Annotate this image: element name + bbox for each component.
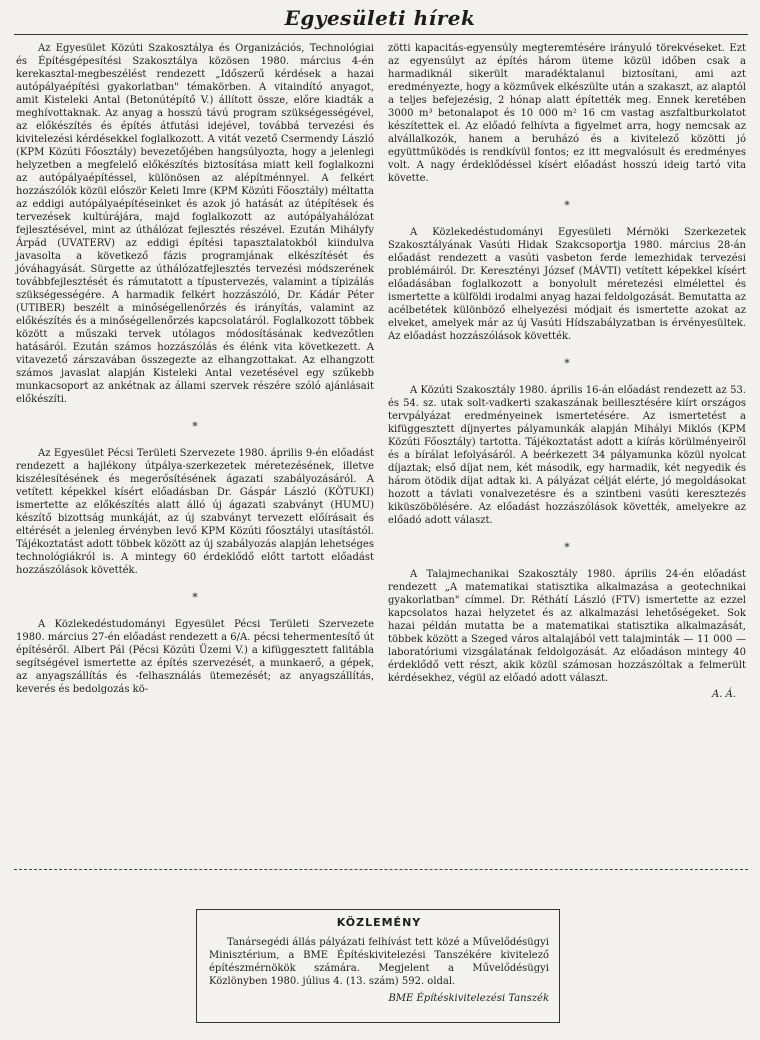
- article-talajmechanika: A Talajmechanikai Szakosztály 1980. április 24-én előadást rendezett „A matematikai statisztika alkalmazása a geotechnikai gyakorlatban" címmel. Dr. Réthátí László (FTV) ismertette az ezzel kapcsolatos hazai helyzetet és az alkalmazási lehetőségeket. Sok hazai példán mutatta be a matematikai statisztika alkalmazását, többek között a Szeged város altalajából vett talajminták — 11 000 — laboratóriumi vizsgálatának feldolgozását. Az előadáson mintegy 40 érdeklődő vett részt, akik közül számosan hozzászóltak a felmerült kérdésekhez, végül az előadó adott választ.: [388, 569, 746, 684]
- notice-body: Tanársegédi állás pályázati felhívást tett közé a Művelődésügyi Minisztérium, a BME Építéskivitelezési Tanszékére kivitelező építészmérnökök számára. Megjelent a Művelődésügyi Közlönyben 1980. július 4. (13. szám) 592. oldal.: [209, 937, 549, 987]
- article-continuation: zötti kapacitás-egyensúly megteremtésére irányuló törekvéseket. Ezt az egyensúlyt az építés három üteme közül időben csak a harmadiknál sikerült maradéktalanul biztosítani, ami azt eredményezte, hogy a közművek elkészülte után a szakaszt, az alaptól a teljes befejezésig, 2 hónap alatt építették meg. Ennek keretében 3000 m³ betonalapot és 10 000 m² 16 cm vastag aszfaltburkolatot készítettek el. Az előadó felhívta a figyelmet arra, hogy nemcsak az alvállalkozók, hanem a beruházó és a kivitelező közötti jó együttműködés is rendkívül fontos; ez itt megvalósult és eredményes volt. A nagy érdeklődéssel kísért előadást hosszú ideig tartó vita követte.: [388, 43, 746, 184]
- article-pecs-tehermentesito: A Közlekedéstudományi Egyesület Pécsi Területi Szervezete 1980. március 27-én előadást rendezett a 6/A. pécsi tehermentesítő út építéséről. Albert Pál (Pécsi Közúti Üzemi V.) a kifüggesztett falitábla segítségével ismertette az építés szervezését, a munkaerő, a gépek, az anyagszállítás és -felhasználás ütemezését; az anyagszállítás, keverés és bedolgozás kö-: [16, 619, 374, 695]
- article-kerekasztal: Az Egyesület Közúti Szakosztálya és Organizációs, Technológiai és Építésgépesítési Szakosztálya közösen 1980. március 4-én kerekasztal-megbeszélést rendezett „Időszerű kérdések a hazai autópályaépítési gyakorlatban" témakörben. A vitaindító anyagot, amit Kisteleki Antal (Betonútépítő V.) állított össze, előre kiadták a meghívottaknak. Az anyag a hosszú távú program szükségességével, az előkészítés és építés átfutási idejével, továbbá tervezési és kivitelezési kérdésekkel foglalkozott. A vitát vezető Csermendy László (KPM Közúti Főosztály) bevezetőjében hangsúlyozta, hogy a jelenlegi helyzetben a megfelelő előkészítés biztosítása miatt kell foglalkozni az autópályaépítéssel, különösen az alépítménnyel. A felkért hozzászólók közül először Keleti Imre (KPM Közúti Főosztály) méltatta az eddigi autópályaépítéseinket és azok jó hatását az útépítések és tervezések kultúrájára, majd foglalkozott az autópályahálózat fejlesztésével, mint az úthálózat fejlesztés részével. Ezután Mihályfy Árpád (UVATERV) az eddigi építési tapasztalatokból kiindulva javasolta a következő fázis programjának elkészítését és jóváhagyását. Sürgette az úthálózatfejlesztés tervezési módszerének továbbfejlesztését és rámutatott a típustervezés, valamint a típizálás szükségességére. A harmadik felkért hozzászóló, Dr. Kádár Péter (UTIBER) beszélt a minőségellenőrzés és irányítás, valamint az előkészítés és a minőségellenőrzés kapcsolatáról. Foglalkozott többek között a műszaki tervek utólagos módosításának kedvezőtlen hatásáról. Ezután számos hozzászólás és élénk vita következett. A vitavezető zárszavában összegezte az elhangzottakat. Az elhangzott számos javaslat alapján Kisteleki Antal vezetésével egy szűkebb munkacsoport az ankétnak az állami szervek részére szóló ajánlásait előkészíti.: [16, 43, 374, 405]
- article-pecs-utpalya: Az Egyesület Pécsi Területi Szervezete 1980. április 9-én előadást rendezett a hajlékony útpálya-szerkezetek méretezésének, illetve kiszélesítésének és megerősítésének ágazati szabályozásáról. A vetített képekkel kísért előadásban Dr. Gáspár László (KÖTUKI) ismertette az előkészítés alatt álló új ágazati szabványt (HUMU) készítő bizottság munkáját, az új szabványt tervezett előírásait és eltérését a jelenleg érvényben levő KPM Közúti főosztályi utasítástól. Tájékoztatást adott többek között az új szabályozás alapján lehetséges technológiákról is. A mintegy 60 érdeklődő előtt tartott előadást hozzászólások követték.: [16, 448, 374, 576]
- author-signature: A. Á.: [712, 689, 736, 700]
- page-title: Egyesületi hírek: [284, 6, 476, 30]
- article-kozuti-palyazat: A Közúti Szakosztály 1980. április 16-án előadást rendezett az 53. és 54. sz. utak solt-vadkerti szakaszának beillesztésére kiírt országos tervpályázat eredményeinek ismertetésére. Az ismertetést a kifüggesztett díjnyertes pályamunkák alapján Mihályi Miklós (KPM Közúti Főosztály) tartotta. Tájékoztatást adott a kiírás körülményeiről és a bírálat lefolyásáról. A beérkezett 34 pályamunka közül nyolcat díjaztak; első díjat nem, két második, egy harmadik, két negyedik és három ötödik díjat adtak ki. A pályázat célját elérte, jó megoldásokat hozott a távlati vonalvezetésre és a szintbeni vasúti keresztezés kiküszöbölésére. Az előadást hozzászólások követték, amelyekre az előadó adott választ.: [388, 385, 746, 526]
- separator-star: *: [564, 357, 570, 370]
- bottom-rule: [14, 869, 748, 870]
- notice-box: [196, 909, 560, 1023]
- separator-star: *: [192, 591, 198, 604]
- separator-star: *: [564, 199, 570, 212]
- top-rule: [14, 34, 748, 35]
- separator-star: *: [192, 420, 198, 433]
- left-column: [16, 42, 374, 696]
- notice-title: KÖZLEMÉNY: [336, 916, 422, 929]
- separator-star: *: [564, 541, 570, 554]
- article-vasuti-hidak: A Közlekedéstudományi Egyesületi Mérnöki Szerkezetek Szakosztályának Vasúti Hidak Szakcsoportja 1980. március 28-án előadást rendezett a vasúti vasbeton ferde lemezhidak tervezési problémáiról. Dr. Keresztényi József (MÁVTI) vetített képekkel kísért előadásában foglalkozott a bonyolult méretezési elmélettel és ismertette a külföldi irodalmi anyag hazai feldolgozását. Bemutatta az acélbetétek különböző elhelyezési módjait és ismertette azokat az elveket, amelyek már az új Vasúti Hídszabályzatban is érvényesültek. Az előadást hozzászólások követték.: [388, 227, 746, 342]
- right-column: [388, 42, 746, 701]
- notice-signature: BME Építéskivitelezési Tanszék: [388, 993, 549, 1004]
